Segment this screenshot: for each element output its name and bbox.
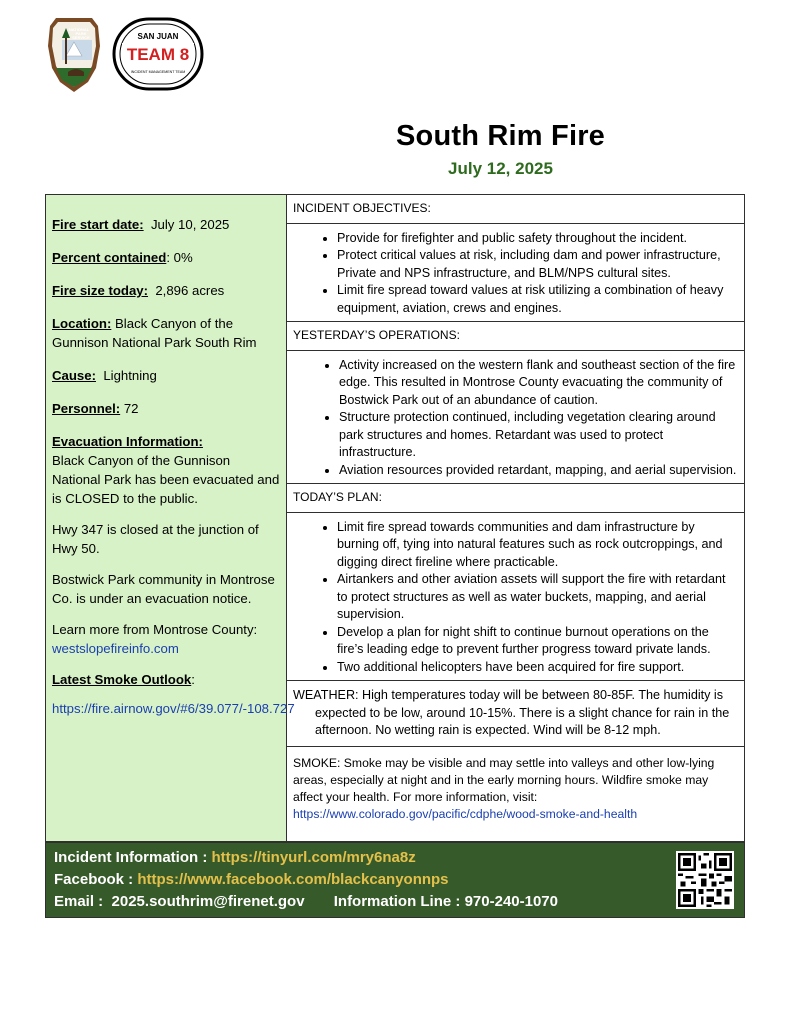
weather-section bbox=[287, 681, 744, 747]
personnel-value: 72 bbox=[123, 401, 139, 416]
nps-logo-text-1: NATIONAL bbox=[68, 27, 90, 32]
info-line-label: Information Line : bbox=[333, 893, 461, 910]
title-block bbox=[0, 120, 791, 179]
learn-more bbox=[52, 620, 280, 658]
smoke-outlook-colon: : bbox=[191, 672, 195, 687]
facebook-line bbox=[54, 869, 736, 891]
yesterday-item: • Aviation resources provided retardant, mapping, and aerial supervision. bbox=[339, 462, 738, 480]
contact-footer bbox=[45, 842, 745, 918]
nps-logo-text-3: SERVICE bbox=[72, 35, 90, 40]
today-item: • Airtankers and other aviation assets will support the fire with retardant to protect structures as well as water buckets, mapping, and aerial supervision. bbox=[337, 571, 738, 624]
today-header: TODAY’S PLAN: bbox=[287, 484, 744, 513]
learn-more-text: Learn more from Montrose County: bbox=[52, 622, 258, 637]
smoke-text: SMOKE: Smoke may be visible and may settle into valleys and other low-lying areas, especially at night and in the early morning hours. Wildfire smoke may affect your health. For more information, visit: bbox=[293, 755, 715, 804]
size-value: 2,896 acres bbox=[155, 283, 225, 298]
fire-size bbox=[52, 281, 280, 300]
email-label: Email : bbox=[54, 893, 104, 910]
team-logo-top: SAN JUAN bbox=[137, 32, 179, 41]
content-panel bbox=[287, 195, 744, 841]
cdphe-link[interactable]: https://www.colorado.gov/pacific/cdphe/wood-smoke-and-health bbox=[293, 806, 638, 821]
weather-rest: expected to be low, around 10-15%. There is a slight chance for rain in the afternoon. No wetting rain is expected. Wind will be 8-12 mph. bbox=[315, 705, 730, 737]
today-item: • Develop a plan for night shift to continue burnout operations on the fire’s leading edge to prevent further progress toward private lands. bbox=[337, 624, 738, 659]
fire-start-label: Fire start date: bbox=[52, 217, 144, 232]
nps-arrowhead-logo bbox=[44, 16, 104, 94]
smoke-outlook-link-wrap bbox=[52, 699, 295, 718]
objective-item: • Provide for firefighter and public safety throughout the incident. bbox=[337, 230, 738, 248]
email-line bbox=[54, 891, 736, 913]
location-label: Location: bbox=[52, 316, 112, 331]
nps-logo-text-2: PARK bbox=[75, 31, 87, 36]
percent-contained bbox=[52, 248, 280, 267]
yesterday-body bbox=[287, 351, 744, 485]
airnow-link[interactable]: https://fire.airnow.gov/#6/39.077/-108.727 bbox=[52, 701, 295, 716]
objectives-header: INCIDENT OBJECTIVES: bbox=[287, 195, 744, 224]
fact-panel bbox=[46, 195, 295, 841]
smoke-section bbox=[287, 747, 744, 831]
objective-item: • Protect critical values at risk, including dam and power infrastructure, Private and NPS infrastructure, and BLM/NPS cultural sites. bbox=[337, 247, 738, 282]
fire-start-value: July 10, 2025 bbox=[150, 217, 230, 232]
evac-text-1: Black Canyon of the Gunnison National Park has been evacuated and is CLOSED to the public. bbox=[52, 453, 280, 506]
qr-code-icon[interactable] bbox=[676, 851, 734, 909]
location bbox=[52, 314, 280, 352]
yesterday-item: • Activity increased on the western flank and southeast section of the fire edge. This resulted in Montrose County evacuating the community of Bostwick Park out of an abundance of caution. bbox=[339, 357, 738, 410]
yesterday-item: • Structure protection continued, including vegetation clearing around park structures and homes. Retardant was used to protect infrastructure. bbox=[339, 409, 738, 462]
cause-label: Cause: bbox=[52, 368, 96, 383]
report-date: July 12, 2025 bbox=[448, 159, 553, 178]
cause-value: Lightning bbox=[103, 368, 157, 383]
incident-info-line bbox=[54, 847, 736, 869]
evac-text-3: Bostwick Park community in Montrose Co. is under an evacuation notice. bbox=[52, 572, 275, 606]
personnel-label: Personnel: bbox=[52, 401, 121, 416]
contained-label: Percent contained bbox=[52, 250, 167, 265]
incident-info-label: Incident Information : bbox=[54, 849, 208, 866]
today-item: • Two additional helicopters have been acquired for fire support. bbox=[337, 659, 738, 677]
contained-value: : 0% bbox=[166, 250, 193, 265]
westslope-link[interactable]: westslopefireinfo.com bbox=[52, 641, 179, 656]
yesterday-header: YESTERDAY’S OPERATIONS: bbox=[287, 322, 744, 351]
main-table bbox=[45, 194, 745, 842]
fire-start bbox=[52, 215, 280, 234]
smoke-outlook-label: Latest Smoke Outlook bbox=[52, 672, 192, 687]
weather-lead: WEATHER: High temperatures today will be between 80-85F. The humidity is bbox=[293, 688, 724, 702]
info-line-value: 970-240-1070 bbox=[464, 893, 558, 910]
smoke-outlook bbox=[52, 670, 280, 689]
evac-label: Evacuation Information: bbox=[52, 434, 203, 449]
location-value: Black Canyon of the Gunnison National Park South Rim bbox=[52, 316, 257, 350]
size-label: Fire size today: bbox=[52, 283, 149, 298]
team8-logo bbox=[112, 17, 204, 91]
email-value[interactable]: 2025.southrim@firenet.gov bbox=[111, 893, 305, 910]
today-body bbox=[287, 513, 744, 682]
cause bbox=[52, 366, 280, 385]
facebook-link[interactable]: https://www.facebook.com/blackcanyonnps bbox=[137, 871, 449, 888]
facebook-label: Facebook : bbox=[54, 871, 134, 888]
team-logo-bottom: INCIDENT MANAGEMENT TEAM bbox=[130, 70, 186, 74]
personnel bbox=[52, 399, 280, 418]
objectives-body bbox=[287, 224, 744, 323]
evac-text-2: Hwy 347 is closed at the junction of Hwy 50. bbox=[52, 522, 259, 556]
team-logo-main: TEAM 8 bbox=[126, 45, 190, 64]
evacuation bbox=[52, 432, 280, 508]
page-title: South Rim Fire bbox=[395, 120, 606, 152]
objective-item: • Limit fire spread toward values at risk utilizing a combination of heavy equipment, aviation, crews and engines. bbox=[337, 282, 738, 317]
today-item: • Limit fire spread towards communities and dam infrastructure by burning off, tying into natural features such as rock outcroppings, and digging direct fireline where practicable. bbox=[337, 519, 738, 572]
incident-info-link[interactable]: https://tinyurl.com/mry6na8z bbox=[211, 849, 416, 866]
